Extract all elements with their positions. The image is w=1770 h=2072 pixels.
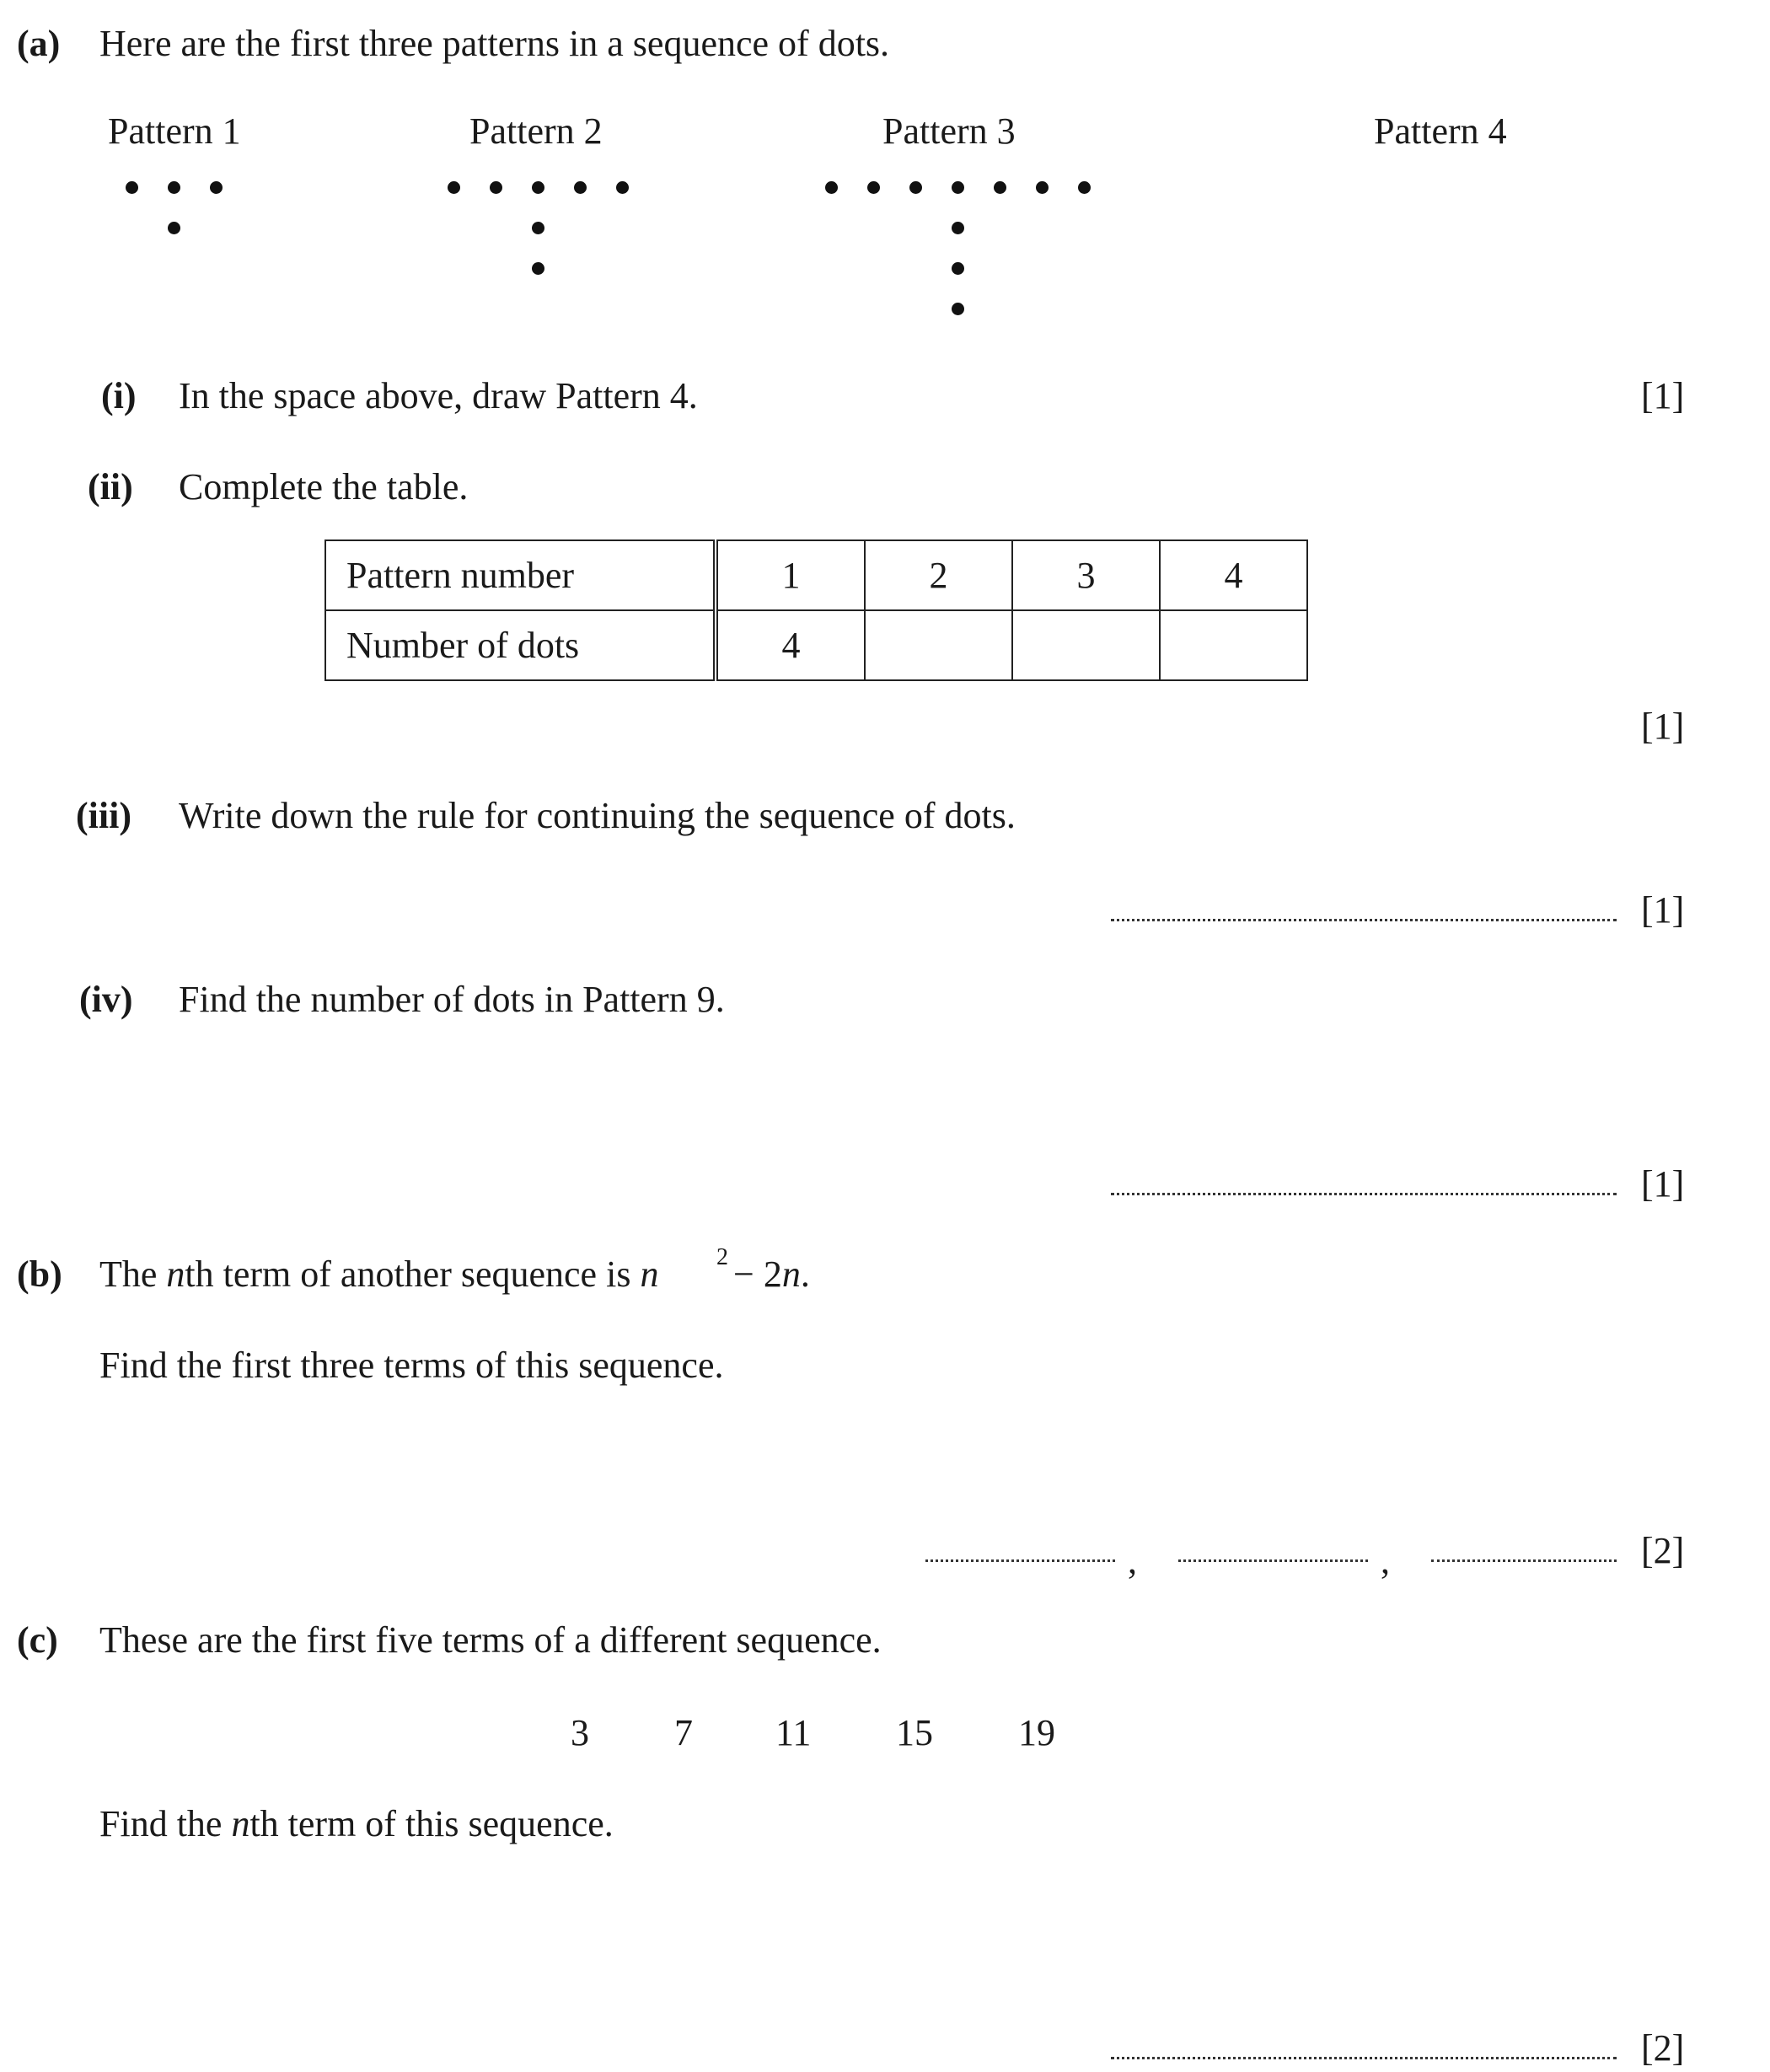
- pattern-3-dot: [867, 181, 880, 194]
- pattern-2-dot: [532, 262, 544, 275]
- question-iii-marks: [1]: [1641, 889, 1685, 931]
- table-header-pattern-number: Pattern number: [325, 540, 716, 610]
- table-header-number-of-dots: Number of dots: [325, 610, 716, 680]
- sequence-term: 3: [571, 1712, 589, 1753]
- answer-cell-2[interactable]: [865, 610, 1012, 680]
- dot-patterns: [0, 0, 1770, 337]
- sequence-term: 11: [775, 1712, 812, 1753]
- table-cell: 3: [1012, 540, 1160, 610]
- exponent: 2: [716, 1244, 728, 1270]
- pattern-2-dot: [532, 222, 544, 234]
- part-c-instruction: Find the nth term of this sequence.: [99, 1803, 614, 1844]
- pattern-3-dot: [952, 222, 964, 234]
- question-iv-marks: [1]: [1641, 1163, 1685, 1205]
- answer-line-b-3[interactable]: [1431, 1559, 1617, 1562]
- pattern-4-title: Pattern 4: [1374, 110, 1507, 152]
- answer-line-b-2[interactable]: [1178, 1559, 1368, 1562]
- question-ii-text: Complete the table.: [179, 466, 469, 507]
- question-i-text: In the space above, draw Pattern 4.: [179, 375, 698, 416]
- table-cell: 4: [1160, 540, 1307, 610]
- pattern-1-title: Pattern 1: [108, 110, 241, 152]
- sequence-term: 7: [674, 1712, 693, 1753]
- part-c-text: These are the first five terms of a different sequence.: [99, 1619, 882, 1661]
- answer-cell-3[interactable]: [1012, 610, 1160, 680]
- answer-line-c[interactable]: [1111, 2057, 1617, 2059]
- question-ii-marks: [1]: [1641, 706, 1685, 747]
- part-b-marks: [2]: [1641, 1530, 1685, 1571]
- table-cell: 4: [716, 610, 865, 680]
- pattern-3-dot: [952, 303, 964, 315]
- table-row: [325, 610, 1307, 680]
- question-i-label: (i): [101, 375, 137, 416]
- part-b-label: (b): [17, 1253, 62, 1295]
- table-cell: 2: [865, 540, 1012, 610]
- pattern-2-dot: [448, 181, 460, 194]
- answer-line-b-1[interactable]: [925, 1559, 1115, 1562]
- pattern-3-dot: [1078, 181, 1091, 194]
- pattern-table: [324, 539, 1308, 681]
- pattern-3-dot: [994, 181, 1006, 194]
- question-ii-label: (ii): [88, 466, 133, 507]
- part-b-expression: − 2n.: [733, 1253, 810, 1295]
- pattern-1-dot: [126, 181, 138, 194]
- pattern-2-dot: [616, 181, 629, 194]
- pattern-3-dot: [952, 181, 964, 194]
- question-iv-label: (iv): [79, 979, 133, 1020]
- pattern-2-dot: [574, 181, 587, 194]
- answer-line-iv[interactable]: [1111, 1193, 1617, 1195]
- answer-cell-4[interactable]: [1160, 610, 1307, 680]
- answer-line-iii[interactable]: [1111, 919, 1617, 921]
- separator: ,: [1381, 1540, 1390, 1581]
- pattern-1-dot: [210, 181, 223, 194]
- pattern-2-title: Pattern 2: [469, 110, 603, 152]
- part-c-marks: [2]: [1641, 2027, 1685, 2069]
- separator: ,: [1128, 1540, 1137, 1581]
- part-b-text: The nth term of another sequence is n: [99, 1253, 659, 1295]
- part-b-instruction: Find the first three terms of this sequence.: [99, 1345, 724, 1386]
- pattern-2-dot: [490, 181, 502, 194]
- pattern-3-dot: [952, 262, 964, 275]
- table-cell: 1: [716, 540, 865, 610]
- question-iii-text: Write down the rule for continuing the sequence of dots.: [179, 795, 1016, 836]
- question-iii-label: (iii): [76, 795, 131, 836]
- pattern-3-dot: [909, 181, 922, 194]
- pattern-3-title: Pattern 3: [882, 110, 1016, 152]
- part-a-label: (a): [17, 23, 61, 64]
- part-c-label: (c): [17, 1619, 58, 1661]
- pattern-2-dot: [532, 181, 544, 194]
- sequence-term: 15: [896, 1712, 933, 1753]
- pattern-3-dot: [825, 181, 838, 194]
- table-row: [325, 540, 1307, 610]
- pattern-1-dot: [168, 222, 180, 234]
- question-i-marks: [1]: [1641, 375, 1685, 416]
- pattern-1-dot: [168, 181, 180, 194]
- part-a-intro: Here are the first three patterns in a sequence of dots.: [99, 23, 890, 64]
- question-iv-text: Find the number of dots in Pattern 9.: [179, 979, 725, 1020]
- pattern-3-dot: [1036, 181, 1049, 194]
- sequence-term: 19: [1018, 1712, 1055, 1753]
